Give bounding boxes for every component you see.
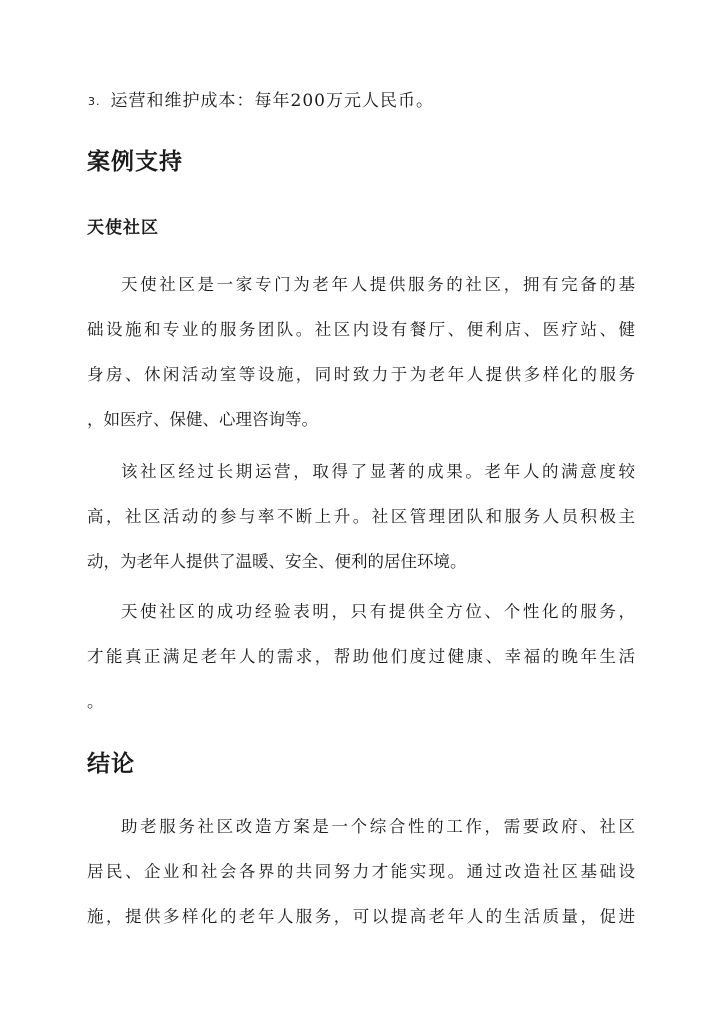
paragraph-line: 高，社区活动的参与率不断上升。社区管理团队和服务人员积极主 — [87, 507, 635, 526]
heading-conclusion: 结论 — [87, 750, 135, 777]
paragraph-line: 居民、企业和社会各界的共同努力才能实现。通过改造社区基础设 — [87, 862, 635, 881]
paragraph-line: 该社区经过长期运营，取得了显著的成果。老年人的满意度较 — [121, 462, 635, 481]
paragraph-line: 天使社区是一家专门为老年人提供服务的社区，拥有完备的基 — [121, 275, 635, 294]
list-item-text: 运营和维护成本：每年200万元人民币。 — [110, 91, 434, 111]
paragraph-case-2 — [87, 449, 635, 584]
paragraph-line: 施，提供多样化的老年人服务，可以提高老年人的生活质量，促进 — [87, 907, 635, 926]
list-number: 3. — [88, 95, 101, 108]
paragraph-line: 。 — [87, 692, 104, 711]
paragraph-line: ，如医疗、保健、心理咨询等。 — [87, 410, 318, 429]
paragraph-line: 助老服务社区改造方案是一个综合性的工作，需要政府、社区 — [121, 817, 635, 836]
paragraph-conclusion — [87, 804, 635, 939]
list-item-operating-cost — [88, 86, 434, 111]
paragraph-case-1 — [87, 262, 635, 442]
paragraph-line: 动，为老年人提供了温暖、安全、便利的居住环境。 — [87, 552, 467, 571]
paragraph-line: 天使社区的成功经验表明，只有提供全方位、个性化的服务， — [121, 602, 635, 621]
heading-case-support: 案例支持 — [87, 148, 183, 175]
paragraph-case-3 — [87, 589, 635, 724]
paragraph-line: 础设施和专业的服务团队。社区内设有餐厅、便利店、医疗站、健 — [87, 320, 635, 339]
paragraph-line: 身房、休闲活动室等设施，同时致力于为老年人提供多样化的服务 — [87, 365, 635, 384]
paragraph-line: 才能真正满足老年人的需求，帮助他们度过健康、幸福的晚年生活 — [87, 647, 635, 666]
subheading-angel-community: 天使社区 — [87, 218, 159, 238]
